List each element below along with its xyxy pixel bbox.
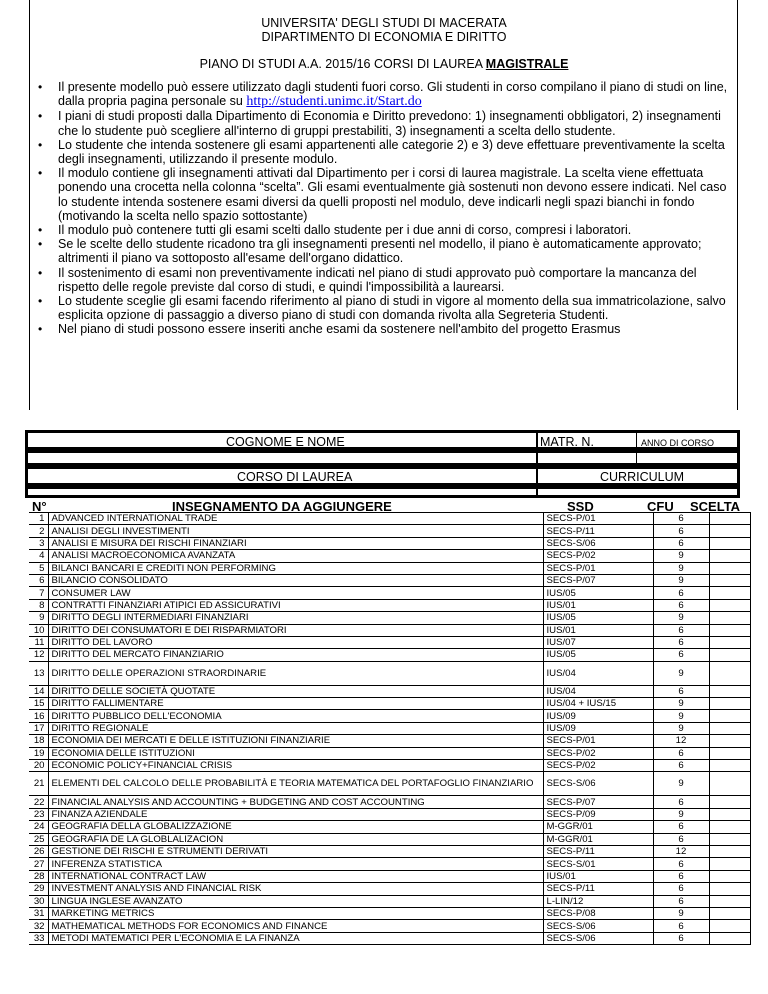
course-number-cell: 4 [29, 550, 48, 562]
course-ssd-cell: IUS/04 [543, 685, 653, 697]
course-ssd-cell: SECS-S/06 [543, 772, 653, 796]
department-title: DIPARTIMENTO DI ECONOMIA E DIRITTO [261, 30, 507, 44]
choice-cell[interactable] [709, 907, 750, 919]
course-name-cell: ANALISI MACROECONOMICA AVANZATA [48, 550, 543, 562]
course-number-cell: 9 [29, 612, 48, 624]
course-name-cell: INFERENZA STATISTICA [48, 858, 543, 870]
choice-cell[interactable] [709, 710, 750, 722]
course-number-cell: 33 [29, 932, 48, 944]
table-row [29, 735, 750, 747]
table-row [29, 698, 750, 710]
course-name-cell: FINANCIAL ANALYSIS AND ACCOUNTING + BUDGETING AND COST ACCOUNTING [48, 796, 543, 808]
course-name-cell: INVESTMENT ANALYSIS AND FINANCIAL RISK [48, 883, 543, 895]
course-number-cell: 24 [29, 821, 48, 833]
table-row [29, 661, 750, 685]
choice-cell[interactable] [709, 525, 750, 537]
course-number-cell: 27 [29, 858, 48, 870]
choice-cell[interactable] [709, 612, 750, 624]
course-name-cell: GEOGRAFIA DELLA GLOBALIZZAZIONE [48, 821, 543, 833]
course-name-cell: ADVANCED INTERNATIONAL TRADE [48, 513, 543, 525]
choice-cell[interactable] [709, 698, 750, 710]
instruction-item: • Il modulo contiene gli insegnamenti attivati dal Dipartimento per i corsi di laurea magistrale. La scelta viene effettuata ponendo una crocetta nella colonna “scelta”. Gli esami eventualmente già sostenuti non devono essere indicati. Nel caso lo studente intenda sostenere esami diversi da quelli proposti nel modulo, deve indicarli negli spazi bianchi in fondo (motivando la scelta nello spazio sottostante) [58, 166, 738, 223]
course-cfu-cell: 9 [653, 661, 709, 685]
course-name-cell: CONSUMER LAW [48, 587, 543, 599]
course-number-cell: 6 [29, 574, 48, 586]
course-ssd-cell: SECS-P/02 [543, 550, 653, 562]
plan-title-emph: MAGISTRALE [485, 57, 569, 71]
course-cfu-cell: 9 [653, 772, 709, 796]
table-row [29, 722, 750, 734]
course-ssd-cell: IUS/09 [543, 710, 653, 722]
divider [536, 450, 538, 466]
table-row [29, 870, 750, 882]
instruction-item: • Nel piano di studi possono essere inseriti anche esami da sostenere nell'ambito del progetto Erasmus [58, 322, 738, 336]
course-name-cell: GESTIONE DEI RISCHI E STRUMENTI DERIVATI [48, 845, 543, 857]
course-cfu-cell: 9 [653, 722, 709, 734]
course-name-cell: DIRITTO DEI CONSUMATORI E DEI RISPARMIATORI [48, 624, 543, 636]
table-row [29, 562, 750, 574]
course-name-cell: METODI MATEMATICI PER L'ECONOMIA E LA FINANZA [48, 932, 543, 944]
choice-cell[interactable] [709, 735, 750, 747]
course-name-cell: ECONOMIA DEI MERCATI E DELLE ISTITUZIONI FINANZIARIE [48, 735, 543, 747]
table-row [29, 513, 750, 525]
table-row [29, 612, 750, 624]
plan-title-prefix: PIANO DI STUDI A.A. 2015/16 CORSI DI LAUREA [199, 57, 486, 71]
course-number-cell: 10 [29, 624, 48, 636]
course-cfu-cell: 6 [653, 747, 709, 759]
instructions-list [58, 80, 738, 337]
course-name-cell: DIRITTO REGIONALE [48, 722, 543, 734]
course-cfu-cell: 9 [653, 907, 709, 919]
table-row [29, 796, 750, 808]
course-ssd-cell: SECS-S/06 [543, 537, 653, 549]
course-name-cell: DIRITTO FALLIMENTARE [48, 698, 543, 710]
course-cfu-cell: 6 [653, 833, 709, 845]
course-name-cell: DIRITTO DELLE SOCIETÀ QUOTATE [48, 685, 543, 697]
course-cfu-cell: 6 [653, 537, 709, 549]
course-ssd-cell: SECS-P/02 [543, 747, 653, 759]
course-ssd-cell: SECS-P/08 [543, 907, 653, 919]
col-header-cfu: CFU [647, 499, 674, 514]
course-cfu-cell: 12 [653, 845, 709, 857]
course-ssd-cell: SECS-P/11 [543, 525, 653, 537]
divider [536, 486, 538, 498]
course-number-cell: 7 [29, 587, 48, 599]
course-cfu-cell: 6 [653, 587, 709, 599]
divider [636, 450, 637, 466]
form-row-name [25, 430, 740, 450]
course-cfu-cell: 6 [653, 760, 709, 772]
choice-cell[interactable] [709, 808, 750, 820]
table-row [29, 525, 750, 537]
course-number-cell: 1 [29, 513, 48, 525]
course-cfu-cell: 9 [653, 562, 709, 574]
table-row [29, 747, 750, 759]
course-number-cell: 23 [29, 808, 48, 820]
course-number-cell: 31 [29, 907, 48, 919]
choice-cell[interactable] [709, 636, 750, 648]
instruction-text: Il presente modello può essere utilizzato dagli studenti fuori corso. Gli studenti in corso compilano il piano di studi on line, dalla propria pagina personale su [58, 80, 728, 109]
choice-cell[interactable] [709, 833, 750, 845]
course-name-cell: ANALISI DEGLI INVESTIMENTI [48, 525, 543, 537]
course-ssd-cell: SECS-P/09 [543, 808, 653, 820]
course-ssd-cell: SECS-P/07 [543, 796, 653, 808]
course-cfu-cell: 6 [653, 858, 709, 870]
courses-table [29, 512, 751, 945]
table-row [29, 907, 750, 919]
course-cfu-cell: 9 [653, 710, 709, 722]
course-number-cell: 29 [29, 883, 48, 895]
course-ssd-cell: IUS/04 [543, 661, 653, 685]
course-ssd-cell: SECS-S/01 [543, 858, 653, 870]
course-cfu-cell: 9 [653, 550, 709, 562]
table-row [29, 649, 750, 661]
course-name-cell: LINGUA INGLESE AVANZATO [48, 895, 543, 907]
choice-cell[interactable] [709, 599, 750, 611]
table-row [29, 895, 750, 907]
choice-cell[interactable] [709, 562, 750, 574]
course-ssd-cell: IUS/01 [543, 870, 653, 882]
course-ssd-cell: SECS-P/01 [543, 735, 653, 747]
name-label: COGNOME E NOME [226, 435, 345, 449]
course-cfu-cell: 6 [653, 624, 709, 636]
choice-cell[interactable] [709, 870, 750, 882]
course-ssd-cell: M-GGR/01 [543, 833, 653, 845]
course-number-cell: 5 [29, 562, 48, 574]
course-number-cell: 13 [29, 661, 48, 685]
course-ssd-cell: IUS/09 [543, 722, 653, 734]
choice-cell[interactable] [709, 760, 750, 772]
course-name-cell: DIRITTO DEGLI INTERMEDIARI FINANZIARI [48, 612, 543, 624]
course-ssd-cell: SECS-P/02 [543, 760, 653, 772]
course-cfu-cell: 9 [653, 808, 709, 820]
instruction-item [58, 80, 738, 109]
matr-label: MATR. N. [540, 435, 594, 449]
course-ssd-cell: SECS-P/07 [543, 574, 653, 586]
course-cfu-cell: 12 [653, 735, 709, 747]
choice-cell[interactable] [709, 821, 750, 833]
course-name-cell: MATHEMATICAL METHODS FOR ECONOMICS AND FINANCE [48, 920, 543, 932]
choice-cell[interactable] [709, 537, 750, 549]
course-ssd-cell: IUS/05 [543, 649, 653, 661]
table-row [29, 772, 750, 796]
course-number-cell: 30 [29, 895, 48, 907]
instruction-item: • Il modulo può contenere tutti gli esami scelti dallo studente per i due anni di corso, compresi i laboratori. [58, 223, 738, 237]
course-number-cell: 21 [29, 772, 48, 796]
choice-cell[interactable] [709, 649, 750, 661]
table-row [29, 685, 750, 697]
course-label: CORSO DI LAUREA [237, 470, 353, 484]
course-number-cell: 8 [29, 599, 48, 611]
course-number-cell: 14 [29, 685, 48, 697]
choice-cell[interactable] [709, 587, 750, 599]
course-name-cell: FINANZA AZIENDALE [48, 808, 543, 820]
choice-cell[interactable] [709, 772, 750, 796]
course-name-cell: INTERNATIONAL CONTRACT LAW [48, 870, 543, 882]
choice-cell[interactable] [709, 513, 750, 525]
course-ssd-cell: M-GGR/01 [543, 821, 653, 833]
course-number-cell: 26 [29, 845, 48, 857]
course-name-cell: CONTRATTI FINANZIARI ATIPICI ED ASSICURATIVI [48, 599, 543, 611]
table-row [29, 833, 750, 845]
table-row [29, 821, 750, 833]
course-ssd-cell: SECS-P/01 [543, 562, 653, 574]
course-number-cell: 22 [29, 796, 48, 808]
online-plan-link[interactable]: http://studenti.unimc.it/Start.do [246, 94, 422, 110]
course-name-cell: DIRITTO PUBBLICO DELL'ECONOMIA [48, 710, 543, 722]
course-cfu-cell: 6 [653, 525, 709, 537]
curriculum-label: CURRICULUM [600, 470, 685, 484]
table-row [29, 537, 750, 549]
course-number-cell: 2 [29, 525, 48, 537]
table-row [29, 574, 750, 586]
course-name-cell: DIRITTO DEL MERCATO FINANZIARIO [48, 649, 543, 661]
course-name-cell: ECONOMIC POLICY+FINANCIAL CRISIS [48, 760, 543, 772]
plan-title [0, 57, 768, 72]
course-number-cell: 12 [29, 649, 48, 661]
course-cfu-cell: 6 [653, 883, 709, 895]
course-ssd-cell: SECS-S/06 [543, 932, 653, 944]
choice-cell[interactable] [709, 550, 750, 562]
table-row [29, 624, 750, 636]
col-header-course: INSEGNAMENTO DA AGGIUNGERE [172, 499, 392, 514]
course-number-cell: 32 [29, 920, 48, 932]
year-label: ANNO DI CORSO [641, 438, 715, 448]
course-cfu-cell: 6 [653, 932, 709, 944]
divider [636, 430, 637, 450]
course-name-cell: ECONOMIA DELLE ISTITUZIONI [48, 747, 543, 759]
table-row [29, 920, 750, 932]
choice-cell[interactable] [709, 920, 750, 932]
divider [536, 466, 538, 486]
course-number-cell: 28 [29, 870, 48, 882]
course-cfu-cell: 6 [653, 599, 709, 611]
choice-cell[interactable] [709, 747, 750, 759]
choice-cell[interactable] [709, 932, 750, 944]
course-cfu-cell: 9 [653, 574, 709, 586]
course-name-cell: BILANCIO CONSOLIDATO [48, 574, 543, 586]
instruction-item: • Se le scelte dello studente ricadono tra gli insegnamenti presenti nel modello, il piano è automaticamente approvato; altrimenti il piano va sottoposto all'esame dell'organo didattico. [58, 237, 738, 265]
course-name-cell: GEOGRAFIA DE LA GLOBLALIZACION [48, 833, 543, 845]
course-ssd-cell: IUS/05 [543, 587, 653, 599]
course-cfu-cell: 6 [653, 920, 709, 932]
choice-cell[interactable] [709, 883, 750, 895]
choice-cell[interactable] [709, 796, 750, 808]
course-name-cell: MARKETING METRICS [48, 907, 543, 919]
course-cfu-cell: 6 [653, 685, 709, 697]
choice-cell[interactable] [709, 624, 750, 636]
instruction-item: • Lo studente sceglie gli esami facendo riferimento al piano di studi in vigore al momento della sua immatricolazione, salvo esplicita opzione di passaggio a diverso piano di studi con domanda rivolta alla Segreteria Studenti. [58, 294, 738, 322]
choice-cell[interactable] [709, 895, 750, 907]
table-row [29, 587, 750, 599]
course-cfu-cell: 6 [653, 821, 709, 833]
course-number-cell: 19 [29, 747, 48, 759]
course-number-cell: 3 [29, 537, 48, 549]
instruction-item: • Il sostenimento di esami non preventivamente indicati nel piano di studi approvato può comportare la mancanza del rispetto delle regole previste dal corso di studi, e quindi l'impossibilità a laurearsi. [58, 266, 738, 294]
university-title: UNIVERSITA' DEGLI STUDI DI MACERATA [261, 16, 507, 30]
course-cfu-cell: 6 [653, 636, 709, 648]
course-number-cell: 25 [29, 833, 48, 845]
course-cfu-cell: 6 [653, 649, 709, 661]
instruction-item: • I piani di studi proposti dalla Dipartimento di Economia e Diritto prevedono: 1) insegnamenti obbligatori, 2) insegnamenti che lo studente può scegliere all'interno di gruppi prestabiliti, 3) insegnamenti a scelta dello studente. [58, 109, 738, 137]
course-cfu-cell: 6 [653, 870, 709, 882]
course-cfu-cell: 6 [653, 895, 709, 907]
choice-cell[interactable] [709, 685, 750, 697]
table-row [29, 808, 750, 820]
table-row [29, 845, 750, 857]
course-number-cell: 15 [29, 698, 48, 710]
course-number-cell: 20 [29, 760, 48, 772]
instruction-item: • Lo studente che intenda sostenere gli esami appartenenti alle categorie 2) e 3) deve effettuare preventivamente la scelta degli insegnamenti, utilizzando il presente modulo. [58, 138, 738, 166]
course-ssd-cell: IUS/01 [543, 624, 653, 636]
course-name-cell: DIRITTO DELLE OPERAZIONI STRAORDINARIE [48, 661, 543, 685]
course-cfu-cell: 9 [653, 698, 709, 710]
table-row [29, 710, 750, 722]
course-ssd-cell: IUS/07 [543, 636, 653, 648]
course-ssd-cell: IUS/04 + IUS/15 [543, 698, 653, 710]
choice-cell[interactable] [709, 722, 750, 734]
table-row [29, 550, 750, 562]
choice-cell[interactable] [709, 845, 750, 857]
table-row [29, 636, 750, 648]
table-row [29, 760, 750, 772]
choice-cell[interactable] [709, 858, 750, 870]
course-name-cell: BILANCI BANCARI E CREDITI NON PERFORMING [48, 562, 543, 574]
course-number-cell: 17 [29, 722, 48, 734]
course-ssd-cell: SECS-P/11 [543, 845, 653, 857]
course-name-cell: ANALISI E MISURA DEI RISCHI FINANZIARI [48, 537, 543, 549]
name-input-row[interactable] [25, 450, 740, 466]
table-row [29, 599, 750, 611]
course-ssd-cell: L-LIN/12 [543, 895, 653, 907]
table-row [29, 883, 750, 895]
course-ssd-cell: SECS-P/11 [543, 883, 653, 895]
divider [536, 430, 538, 450]
course-name-cell: ELEMENTI DEL CALCOLO DELLE PROBABILITÀ E TEORIA MATEMATICA DEL PORTAFOGLIO FINANZIARIO [48, 772, 543, 796]
course-cfu-cell: 6 [653, 796, 709, 808]
course-ssd-cell: IUS/05 [543, 612, 653, 624]
table-row [29, 932, 750, 944]
course-input-row[interactable] [25, 486, 740, 498]
choice-cell[interactable] [709, 661, 750, 685]
col-header-ssd: SSD [567, 499, 594, 514]
col-header-n: N° [32, 499, 47, 514]
course-name-cell: DIRITTO DEL LAVORO [48, 636, 543, 648]
course-number-cell: 16 [29, 710, 48, 722]
course-cfu-cell: 9 [653, 612, 709, 624]
choice-cell[interactable] [709, 574, 750, 586]
course-ssd-cell: SECS-S/06 [543, 920, 653, 932]
course-ssd-cell: SECS-P/01 [543, 513, 653, 525]
course-cfu-cell: 6 [653, 513, 709, 525]
table-row [29, 858, 750, 870]
course-number-cell: 18 [29, 735, 48, 747]
col-header-choice: SCELTA [690, 499, 741, 514]
course-ssd-cell: IUS/01 [543, 599, 653, 611]
course-number-cell: 11 [29, 636, 48, 648]
